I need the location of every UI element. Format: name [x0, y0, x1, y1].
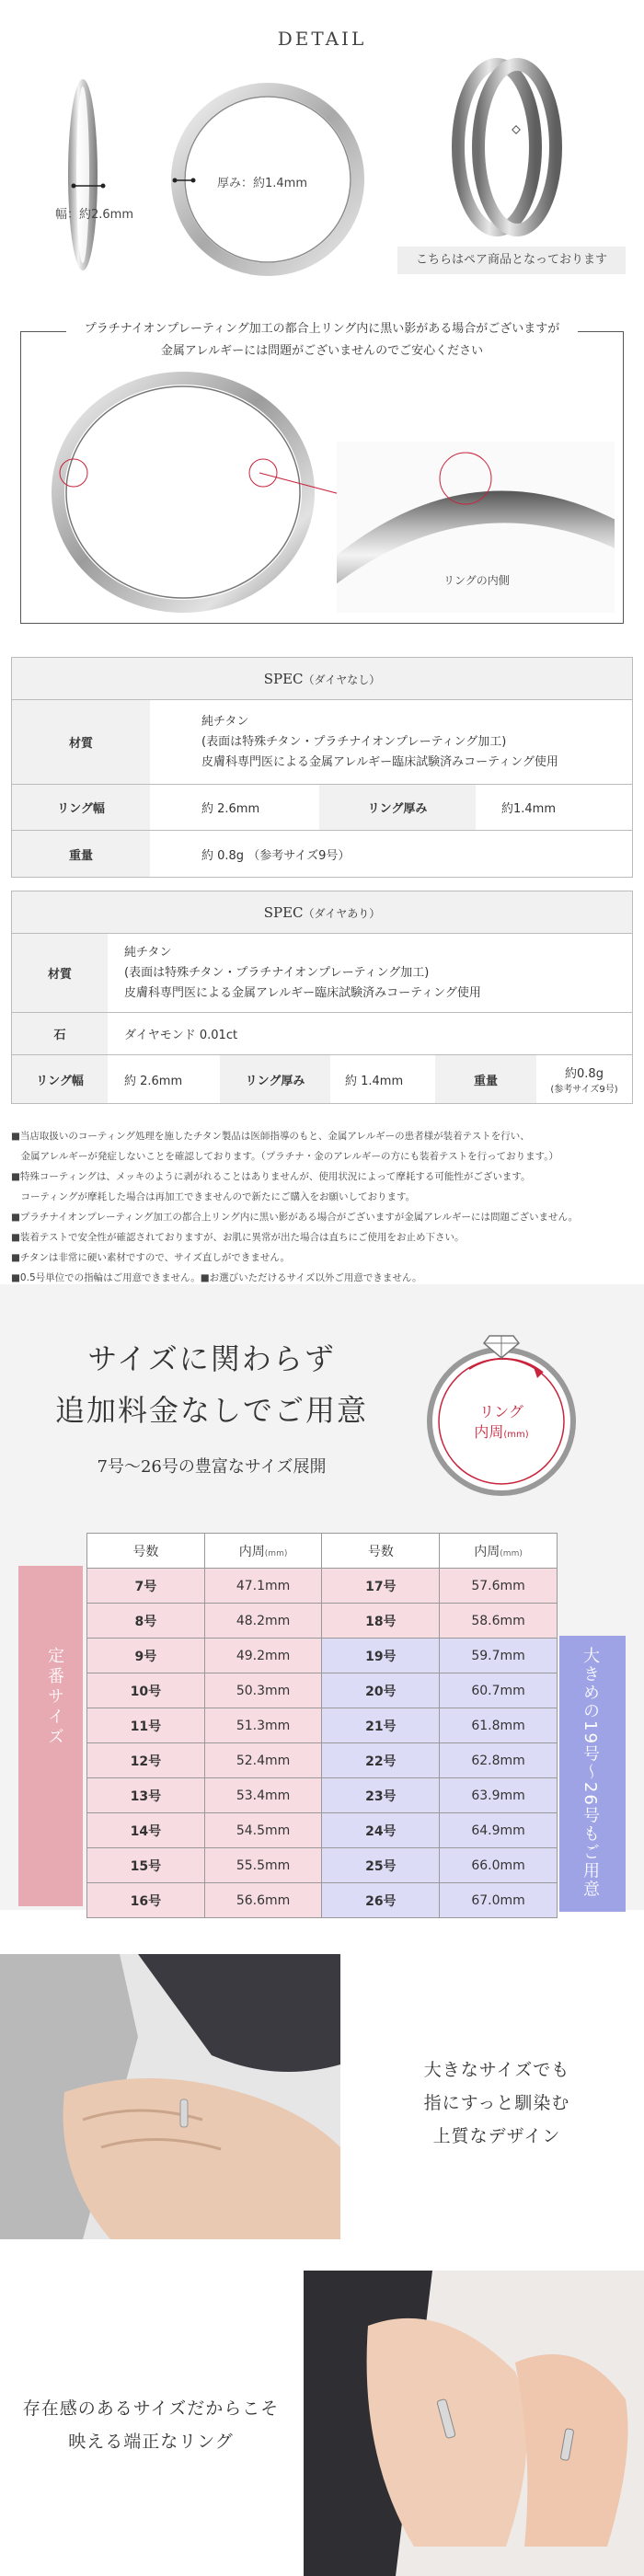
material-label: 材質	[12, 934, 108, 1012]
size-cell: 7号	[87, 1569, 205, 1604]
size-cell: 19号	[322, 1639, 440, 1673]
size-cell: 9号	[87, 1639, 205, 1673]
ring-width-value: 約 2.6mm	[150, 785, 319, 830]
diagram-label: リング 内周(mm)	[474, 1403, 529, 1441]
size-cell: 20号	[322, 1673, 440, 1708]
circumference-cell: 49.2mm	[204, 1639, 322, 1673]
circumference-cell: 56.6mm	[204, 1883, 322, 1918]
size-table-header	[87, 1534, 558, 1569]
size-cell: 22号	[322, 1743, 440, 1778]
circumference-cell: 48.2mm	[204, 1604, 322, 1639]
ring-thickness-label: リング厚み	[319, 785, 476, 830]
table-row	[87, 1639, 558, 1673]
size-cell: 15号	[87, 1848, 205, 1883]
spec-diamond-table	[11, 891, 633, 1104]
header-size: 号数	[87, 1534, 205, 1569]
notice-line-2: 金属アレルギーには問題がございませんのでご安心ください	[160, 344, 484, 358]
thickness-marker	[171, 175, 199, 186]
weight-label: 重量	[12, 831, 150, 877]
weight-label: 重量	[435, 1055, 536, 1103]
circumference-cell: 50.3mm	[204, 1673, 322, 1708]
header-circ: 内周(mm)	[204, 1534, 322, 1569]
circumference-cell: 67.0mm	[440, 1883, 558, 1918]
size-cell: 14号	[87, 1813, 205, 1848]
size-cell: 24号	[322, 1813, 440, 1848]
circumference-cell: 47.1mm	[204, 1569, 322, 1604]
size-cell: 13号	[87, 1778, 205, 1813]
circumference-cell: 55.5mm	[204, 1848, 322, 1883]
inner-label: リングの内側	[443, 574, 510, 587]
circumference-cell: 58.6mm	[440, 1604, 558, 1639]
standard-size-label: 定番サイズ	[45, 1647, 64, 1748]
circumference-cell: 62.8mm	[440, 1743, 558, 1778]
hand-photo-1	[0, 1954, 340, 2239]
table-row	[87, 1743, 558, 1778]
copy-1: 大きなサイズでも 指にすっと馴染む 上質なデザイン	[423, 2060, 570, 2146]
spec-no-diamond-title: SPEC（ダイヤなし）	[12, 658, 632, 700]
circumference-cell: 60.7mm	[440, 1673, 558, 1708]
size-subtitle: 7号〜26号の豊富なサイズ展開	[97, 1457, 327, 1477]
size-title-line-1: サイズに関わらず	[87, 1341, 336, 1376]
table-row	[87, 1708, 558, 1743]
copy-2: 存在感のあるサイズだからこそ 映える端正なリング	[22, 2398, 280, 2452]
spec-diamond-title: SPEC（ダイヤあり）	[12, 891, 632, 934]
size-cell: 16号	[87, 1883, 205, 1918]
spec-no-diamond-table	[11, 657, 633, 878]
ring-thickness-value: 約 1.4mm	[330, 1055, 435, 1103]
pair-rings-photo	[442, 55, 570, 239]
ring-width-value: 約 2.6mm	[108, 1055, 220, 1103]
size-cell: 25号	[322, 1848, 440, 1883]
ring-width-label: リング幅	[12, 1055, 108, 1103]
ring-side-photo	[55, 74, 110, 276]
circumference-cell: 61.8mm	[440, 1708, 558, 1743]
material-label: 材質	[12, 700, 150, 784]
size-cell: 26号	[322, 1883, 440, 1918]
large-size-label: 大きめの19号〜26号もご用意	[581, 1647, 600, 1899]
circumference-cell: 54.5mm	[204, 1813, 322, 1848]
table-row	[87, 1604, 558, 1639]
size-cell: 23号	[322, 1778, 440, 1813]
size-cell: 12号	[87, 1743, 205, 1778]
size-title-line-2: 追加料金なしでご用意	[54, 1393, 368, 1428]
size-cell: 21号	[322, 1708, 440, 1743]
circumference-cell: 51.3mm	[204, 1708, 322, 1743]
hand-photo-2	[304, 2271, 644, 2576]
header-size: 号数	[322, 1534, 440, 1569]
stone-label: 石	[12, 1013, 108, 1054]
circumference-cell: 53.4mm	[204, 1778, 322, 1813]
size-cell: 8号	[87, 1604, 205, 1639]
table-row	[87, 1813, 558, 1848]
ring-thickness-label: リング厚み	[220, 1055, 330, 1103]
ring-width-label: リング幅	[12, 785, 150, 830]
stone-value: ダイヤモンド 0.01ct	[108, 1013, 632, 1054]
circumference-cell: 66.0mm	[440, 1848, 558, 1883]
notice-line-1: プラチナイオンプレーティング加工の都合上リング内に黒い影がある場合がございますが	[84, 322, 560, 336]
size-cell: 10号	[87, 1673, 205, 1708]
circumference-cell: 63.9mm	[440, 1778, 558, 1813]
width-caption: 幅：約2.6mm	[55, 208, 134, 222]
table-row	[87, 1778, 558, 1813]
table-row	[87, 1848, 558, 1883]
material-value: 純チタン (表面は特殊チタン・プラチナイオンプレーティング加工) 皮膚科専門医による金属アレルギー臨床試験済みコーティング使用	[150, 700, 632, 784]
weight-value: 約 0.8g （参考サイズ9号）	[150, 831, 632, 877]
ring-thickness-value: 約1.4mm	[476, 785, 632, 830]
circumference-cell: 59.7mm	[440, 1639, 558, 1673]
size-table	[86, 1533, 558, 1918]
width-marker	[70, 180, 107, 191]
size-cell: 11号	[87, 1708, 205, 1743]
size-cell: 17号	[322, 1569, 440, 1604]
header-circ: 内周(mm)	[440, 1534, 558, 1569]
table-row	[87, 1569, 558, 1604]
detail-title: DETAIL	[277, 28, 367, 50]
circumference-cell: 57.6mm	[440, 1569, 558, 1604]
weight-value: 約0.8g (参考サイズ9号)	[536, 1055, 632, 1103]
pair-note: こちらはペア商品となっております	[397, 247, 626, 274]
material-value: 純チタン (表面は特殊チタン・プラチナイオンプレーティング加工) 皮膚科専門医による金属アレルギー臨床試験済みコーティング使用	[108, 934, 632, 1012]
circumference-cell: 52.4mm	[204, 1743, 322, 1778]
table-row	[87, 1673, 558, 1708]
table-row	[87, 1883, 558, 1918]
notes-list: ■当店取扱いのコーティング処理を施したチタン製品は医師指導のもと、金属アレルギーの患者様が装着テストを行い、 金属アレルギーが発症しないことを確認しております。（プラチナ・金のアレルギーの方にも装着テストを行っております。） ■特殊コーティングは、メッキのように剥がれることはありませんが、使用状況によって摩耗する可能性がございます。 コーティングが摩耗した場合は再加工できませんので新たにご購入をお願いしております。 ■プラチナイオンプレーティング加工の都合上リング内に黒い影がある場合がございますが金属アレルギーには問題ございません。 ■装着テストで安全性が確認されておりますが、お肌に異常が出た場合は直ちにご使用をお止め下さい。 ■チタンは非常に硬い素材ですので、サイズ直しができません。 ■0.5号単位での指輪はご用意できません。■お選びいただけるサイズ以外ご用意できません。	[11, 1131, 579, 1283]
circumference-cell: 64.9mm	[440, 1813, 558, 1848]
size-cell: 18号	[322, 1604, 440, 1639]
thickness-caption: 厚み：約1.4mm	[217, 177, 308, 190]
